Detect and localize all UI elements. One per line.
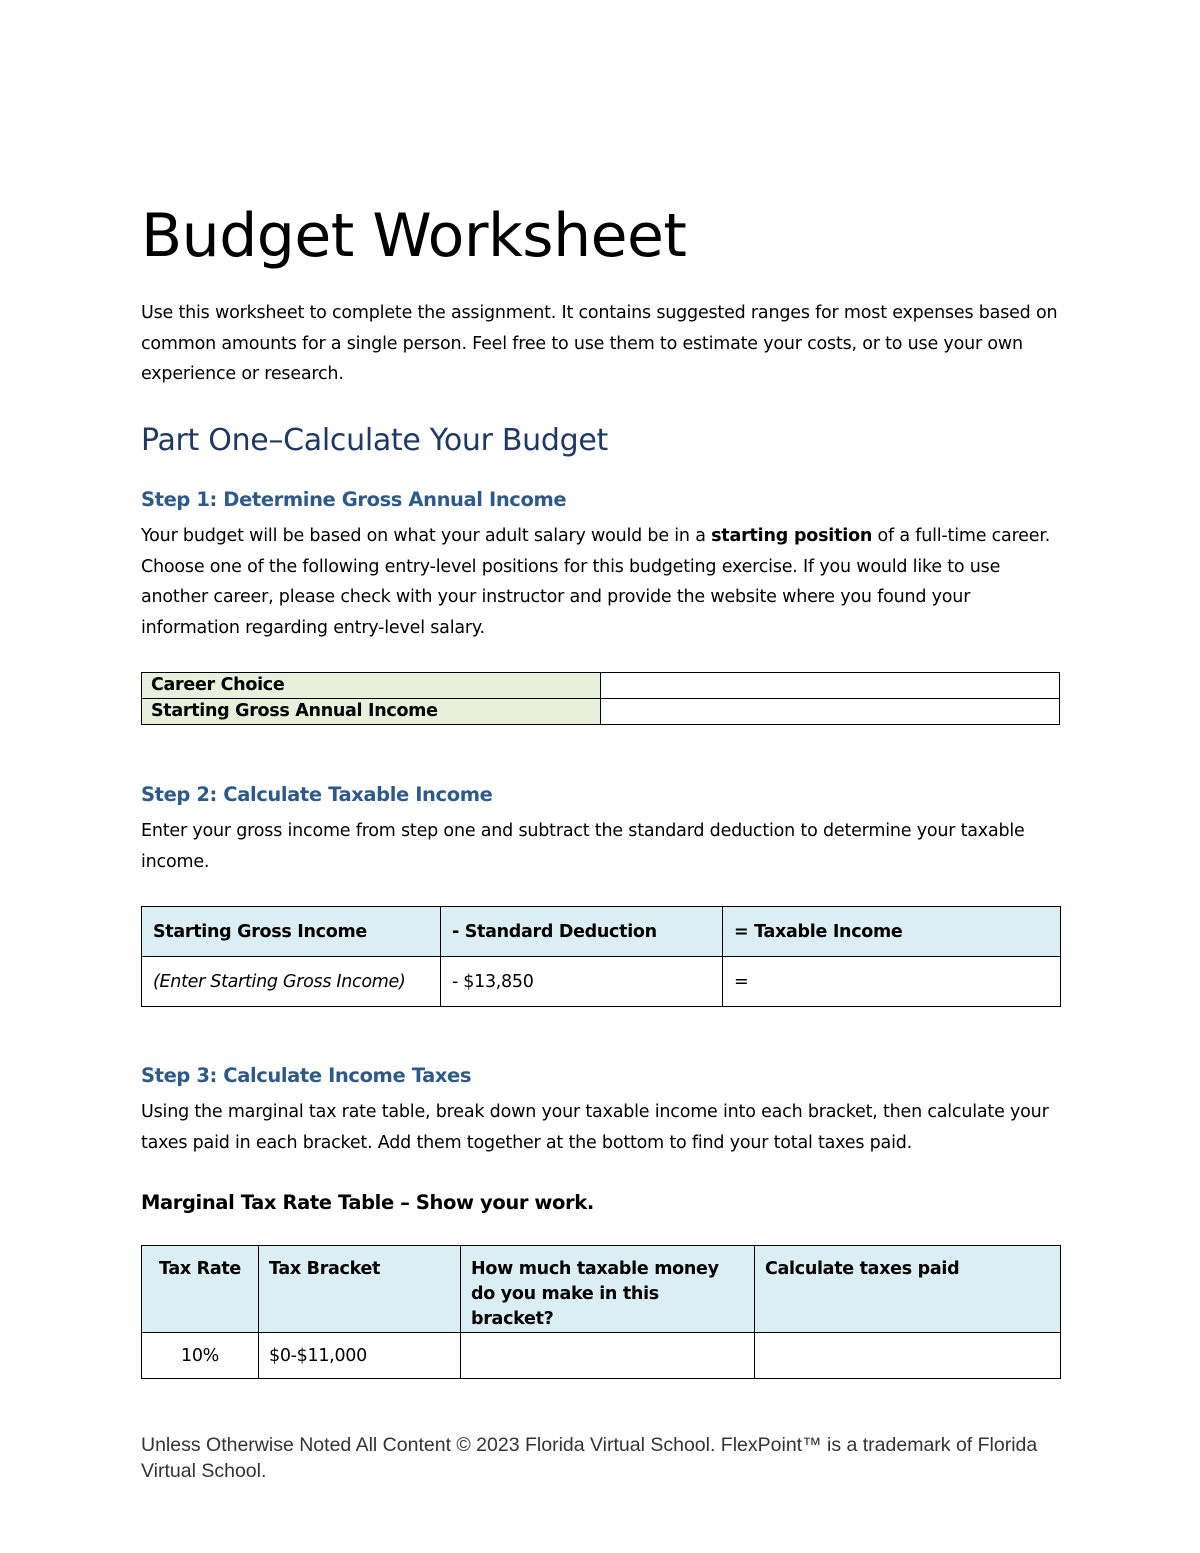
column-header: Tax Bracket [259,1246,461,1333]
table-row [142,1333,1061,1379]
standard-deduction-cell: - $13,850 [441,957,723,1007]
step2-paragraph: Enter your gross income from step one and subtract the standard deduction to determine your taxable income. [141,821,1025,872]
tax-rate-cell: 10% [142,1333,259,1379]
table-row [142,957,1061,1007]
step1-heading: Step 1: Determine Gross Annual Income [141,488,567,511]
column-header: = Taxable Income [723,907,1061,957]
career-table [141,672,1060,725]
copyright-footer: Unless Otherwise Noted All Content © 2023 Florida Virtual School. FlexPoint™ is a trademark of Florida Virtual School. [141,1434,1038,1482]
table-row [142,699,1060,725]
career-choice-label: Career Choice [142,673,601,699]
column-header: - Standard Deduction [441,907,723,957]
step1-text-before: Your budget will be based on what your adult salary would be in a [141,526,712,546]
career-choice-field[interactable] [601,673,1060,699]
step1-text-bold: starting position [711,526,873,546]
marginal-table-heading: Marginal Tax Rate Table – Show your work. [141,1191,594,1214]
bracket-income-cell[interactable] [461,1333,755,1379]
gross-income-field[interactable] [601,699,1060,725]
column-header: Tax Rate [142,1246,259,1333]
page-title: Budget Worksheet [141,201,687,271]
column-header: Starting Gross Income [142,907,441,957]
table-header-row [142,1246,1061,1333]
taxes-paid-cell[interactable] [755,1333,1061,1379]
marginal-tax-table [141,1245,1061,1379]
tax-bracket-cell: $0-$11,000 [259,1333,461,1379]
step1-paragraph [141,521,1071,644]
column-header: Calculate taxes paid [755,1246,1061,1333]
column-header: How much taxable money do you make in this bracket? [461,1246,755,1333]
step3-paragraph: Using the marginal tax rate table, break down your taxable income into each bracket, then calculate your taxes paid in each bracket. Add them together at the bottom to find your total taxes paid. [141,1102,1049,1153]
step3-heading: Step 3: Calculate Income Taxes [141,1064,472,1087]
intro-paragraph: Use this worksheet to complete the assignment. It contains suggested ranges for most expenses based on common amounts for a single person. Feel free to use them to estimate your costs, or to use your own experience or research. [141,303,1058,385]
taxable-income-table [141,906,1061,1007]
taxable-income-cell[interactable]: = [723,957,1061,1007]
gross-income-label: Starting Gross Annual Income [142,699,601,725]
step1-text-after: of a full-time career. Choose one of the following entry-level positions for this budgeting exercise. If you would like to use another career, please check with your instructor and provide the website where you found your information regarding entry-level salary. [141,526,1051,639]
gross-income-cell[interactable]: (Enter Starting Gross Income) [142,957,441,1007]
table-row [142,673,1060,699]
part-one-heading: Part One–Calculate Your Budget [141,423,608,458]
table-header-row [142,907,1061,957]
step2-heading: Step 2: Calculate Taxable Income [141,783,493,806]
